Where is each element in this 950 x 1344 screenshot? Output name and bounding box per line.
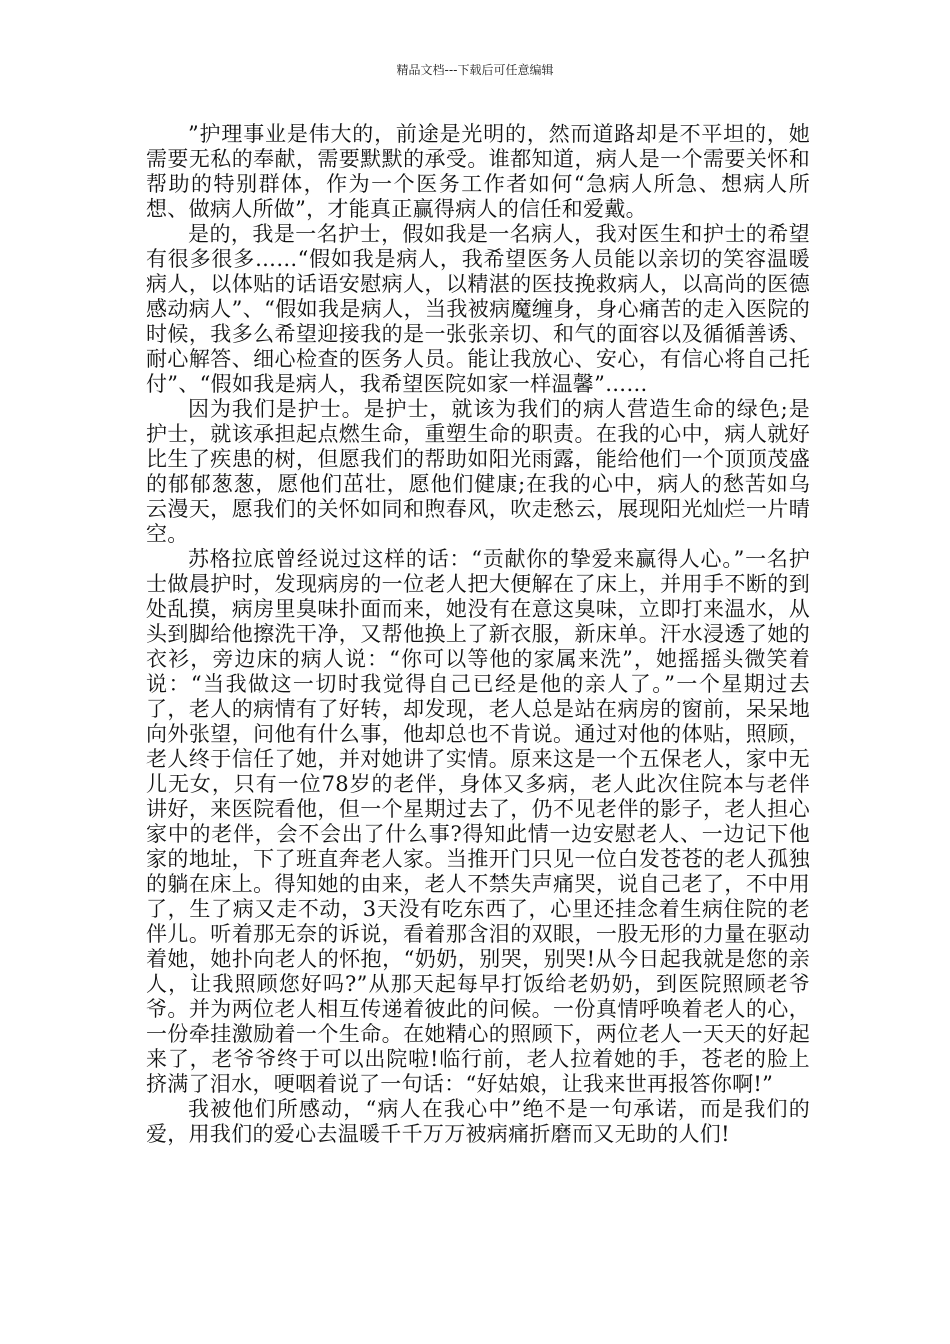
paragraph-1: ”护理事业是伟大的，前途是光明的，然而道路却是不平坦的，她需要无私的奉献，需要默默的承受。谁都知道，病人是一个需要关怀和帮助的特别群体，作为一个医务工作者如何“急病人所急、想病人所想、做病人所做”，才能真正赢得病人的信任和爱戴。 bbox=[146, 122, 810, 221]
paragraph-3: 因为我们是护士。是护士，就该为我们的病人营造生命的绿色;是护士，就该承担起点燃生命，重塑生命的职责。在我的心中，病人就好比生了疾患的树，但愿我们的帮助如阳光雨露，能给他们一个顶顶茂盛的郁郁葱葱，愿他们茁壮，愿他们健康;在我的心中，病人的愁苦如乌云漫天，愿我们的关怀如同和煦春风，吹走愁云，展现阳光灿烂一片晴空。 bbox=[146, 397, 810, 546]
paragraph-5: 我被他们所感动，“病人在我心中”绝不是一句承诺，而是我们的爱，用我们的爱心去温暖千千万万被病痛折磨而又无助的人们! bbox=[146, 1097, 810, 1146]
document-body bbox=[146, 122, 810, 1147]
page-header: 精品文档---下载后可任意编辑 bbox=[396, 63, 554, 77]
paragraph-2: 是的，我是一名护士，假如我是一名病人，我对医生和护士的希望有很多很多……“假如我是病人，我希望医务人员能以亲切的笑容温暖病人，以体贴的话语安慰病人，以精湛的医技挽救病人，以高尚的医德感动病人”、“假如我是病人，当我被病魔缠身，身心痛苦的走入医院的时候，我多么希望迎接我的是一张张亲切、和气的面容以及循循善诱、耐心解答、细心检查的医务人员。能让我放心、安心，有信心将自己托付”、“假如我是病人，我希望医院如家一样温馨”…… bbox=[146, 222, 810, 396]
paragraph-4: 苏格拉底曾经说过这样的话：“贡献你的挚爱来赢得人心。”一名护士做晨护时，发现病房的一位老人把大便解在了床上，并用手不断的到处乱摸，病房里臭味扑面而来，她没有在意这臭味，立即打来温水，从头到脚给他擦洗干净，又帮他换上了新衣服，新床单。汗水浸透了她的衣衫，旁边床的病人说：“你可以等他的家属来洗”，她摇摇头微笑着说：“当我做这一切时我觉得自己已经是他的亲人了。”一个星期过去了，老人的病情有了好转，却发现，老人总是站在病房的窗前，呆呆地向外张望，问他有什么事，他却总也不肯说。通过对他的体贴，照顾，老人终于信任了她，并对她讲了实情。原来这是一个五保老人，家中无儿无女，只有一位78岁的老伴，身体又多病，老人此次住院本与老伴讲好，来医院看他，但一个星期过去了，仍不见老伴的影子，老人担心家中的老伴，会不会出了什么事?得知此情一边安慰老人、一边记下他家的地址，下了班直奔老人家。当推开门只见一位白发苍苍的老人孤独的躺在床上。得知她的由来，老人不禁失声痛哭，说自己老了，不中用了，生了病又走不动，3天没有吃东西了，心里还挂念着生病住院的老伴儿。听着那无奈的诉说，看着那含泪的双眼，一股无形的力量在驱动着她，她扑向老人的怀抱，“奶奶，别哭，别哭!从今日起我就是您的亲人，让我照顾您好吗?”从那天起每早打饭给老奶奶，到医院照顾老爷爷。并为两位老人相互传递着彼此的问候。一份真情呼唤着老人的心，一份牵挂激励着一个生命。在她精心的照顾下，两位老人一天天的好起来了，老爷爷终于可以出院啦!临行前，老人拉着她的手，苍老的脸上挤满了泪水，哽咽着说了一句话：“好姑娘，让我来世再报答你啊!” bbox=[146, 547, 810, 1096]
